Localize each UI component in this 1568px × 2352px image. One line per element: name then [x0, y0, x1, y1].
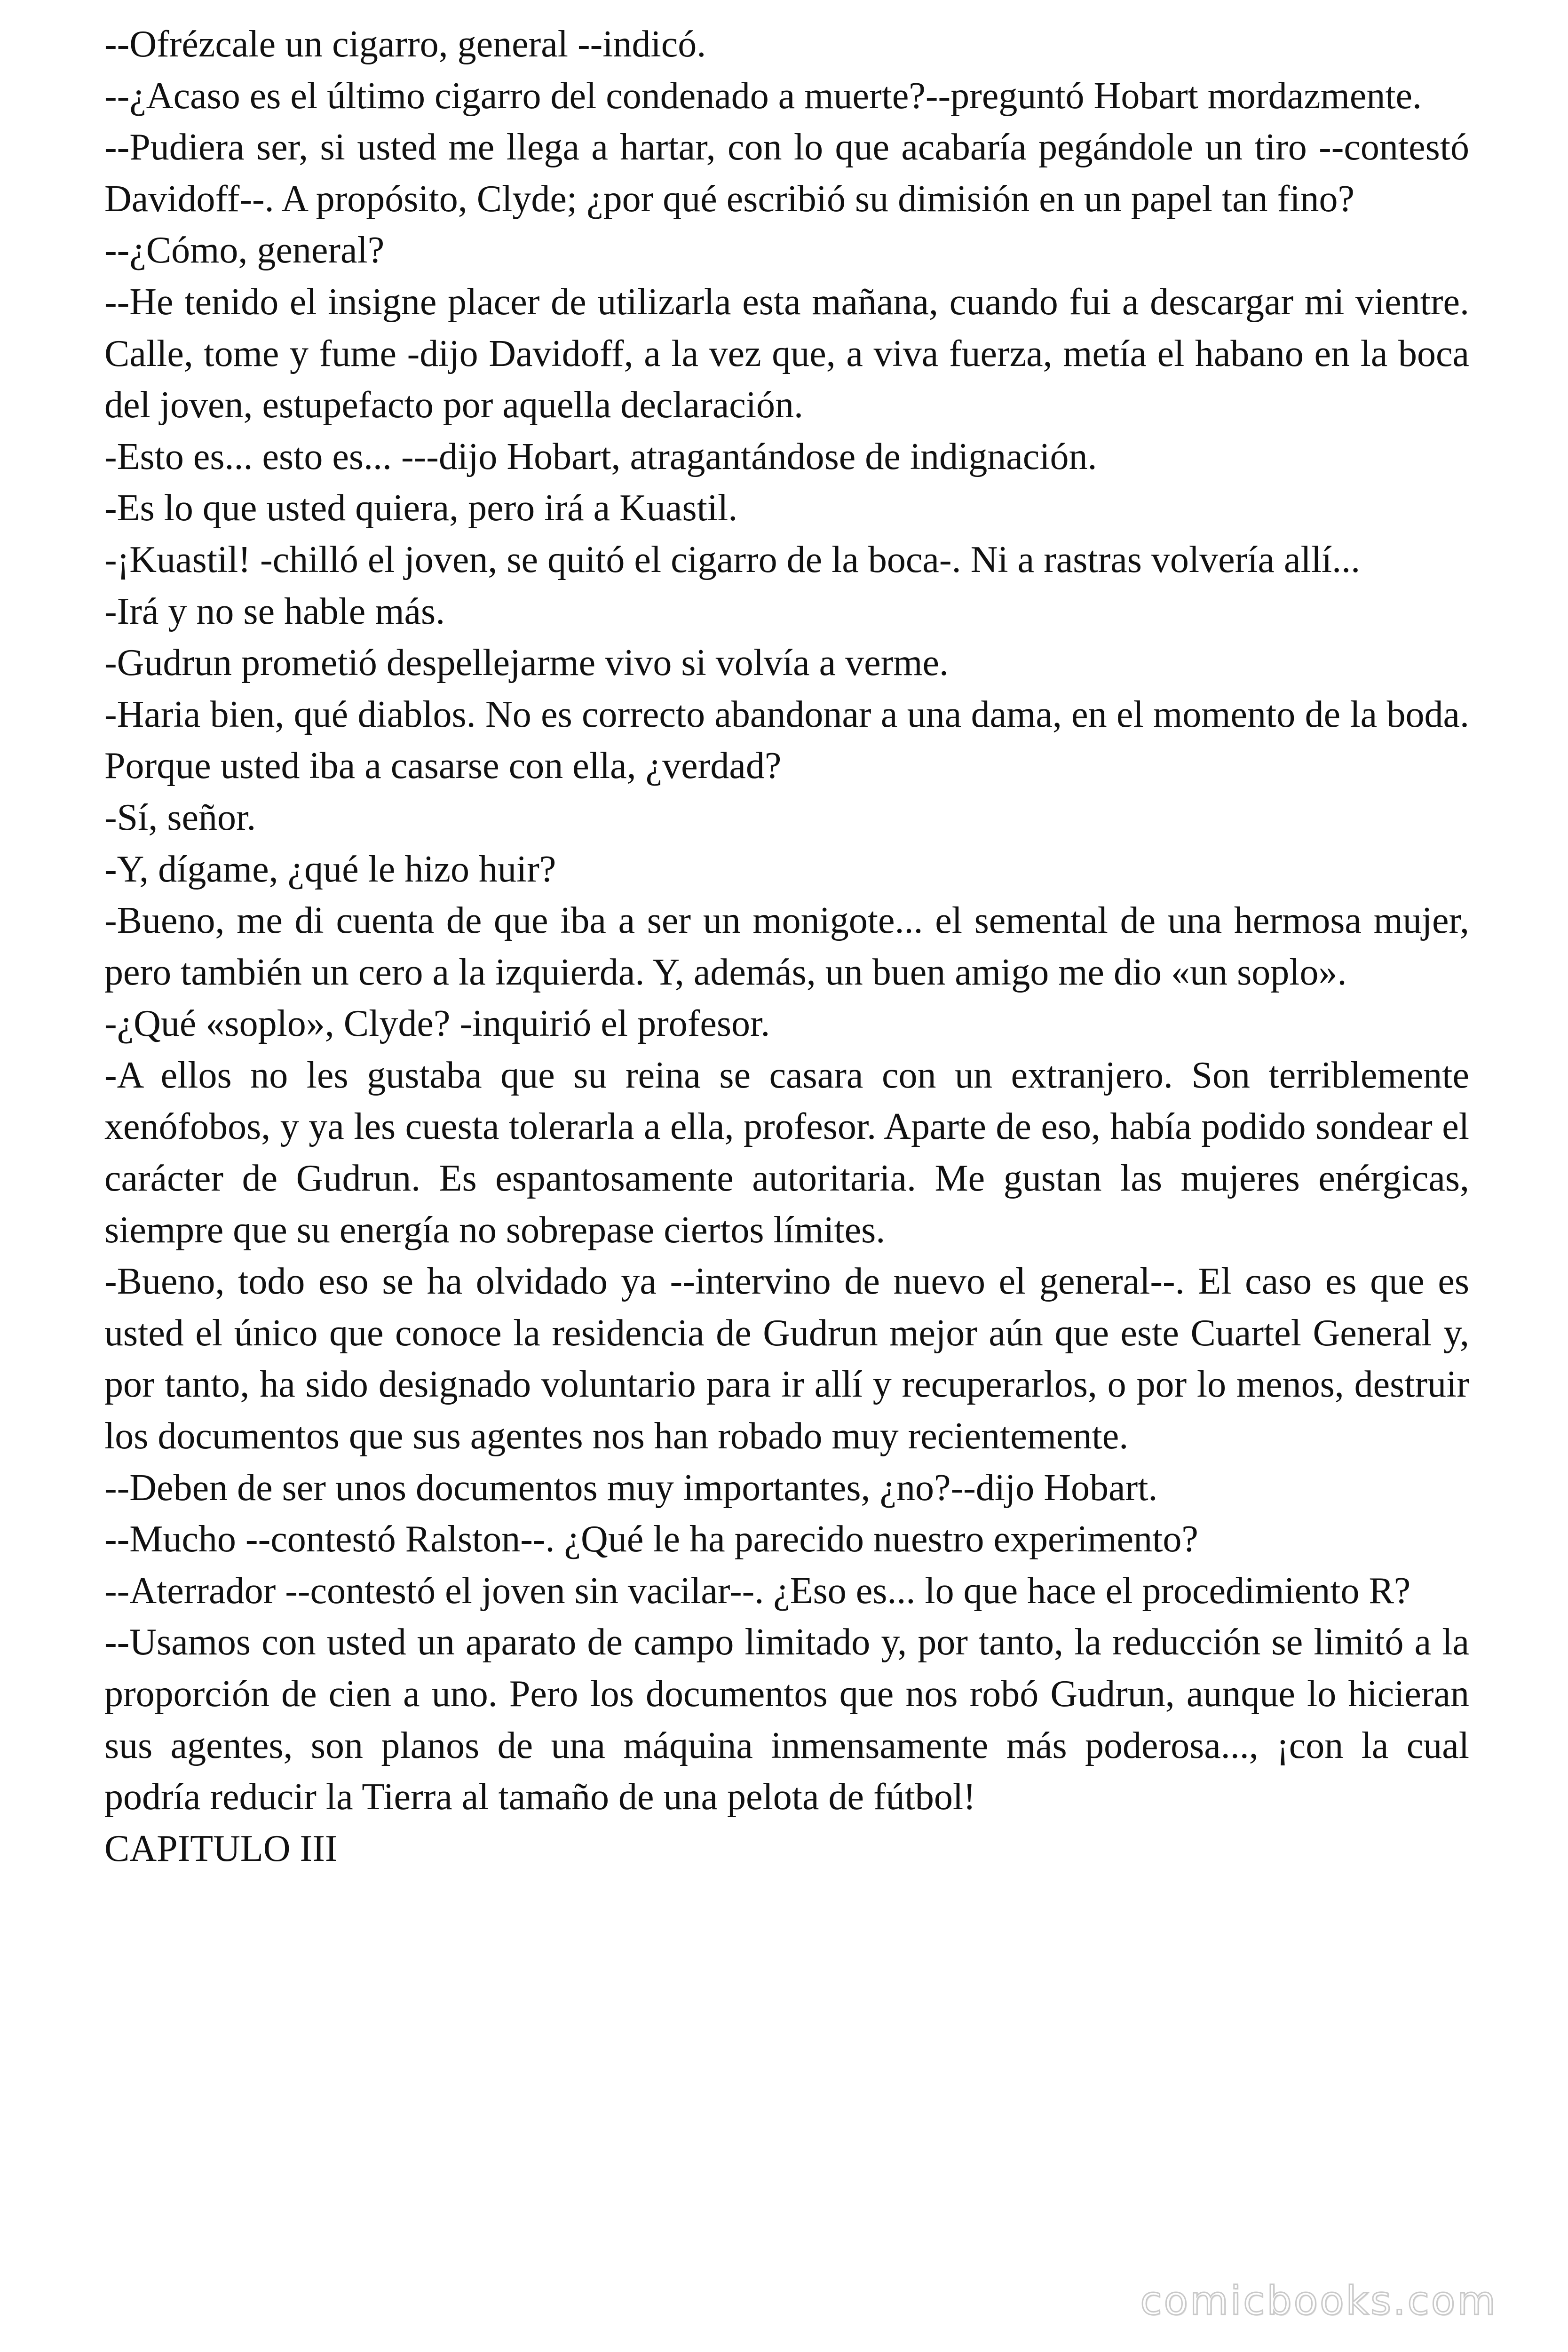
paragraph-6: -Esto es... esto es... ---dijo Hobart, atragantándose de indignación. [104, 436, 1097, 477]
paragraph-20: --Aterrador --contestó el joven sin vacilar--. ¿Eso es... lo que hace el procedimiento R? [104, 1570, 1411, 1612]
paragraph-21: --Usamos con usted un aparato de campo limitado y, por tanto, la reducción se limitó a la proporción de cien a uno. Pero los documentos que nos robó Gudrun, aunque lo hicieran sus agentes, son planos de una máquina inmensamente más poderosa..., ¡con la cual podría reducir la Tierra al tamaño de una pelota de fútbol! [104, 1621, 1469, 1818]
paragraph-4: --¿Cómo, general? [104, 230, 385, 271]
paragraph-9: -Irá y no se hable más. [104, 590, 445, 632]
paragraph-15: -¿Qué «soplo», Clyde? -inquirió el profesor. [104, 1003, 770, 1045]
paragraph-17: -Bueno, todo eso se ha olvidado ya --intervino de nuevo el general--. El caso es que es usted el único que conoce la residencia de Gudrun mejor aún que este Cuartel General y, por tanto, ha sido designado voluntario para ir allí y recuperarlos, o por lo menos, destruir los documentos que sus agentes nos han robado muy recientemente. [104, 1261, 1469, 1457]
paragraph-3: --Pudiera ser, si usted me llega a hartar, con lo que acabaría pegándole un tiro --contestó Davidoff--. A propósito, Clyde; ¿por qué escribió su dimisión en un papel tan fino? [104, 127, 1469, 220]
paragraph-2: --¿Acaso es el último cigarro del condenado a muerte?--preguntó Hobart mordazmente. [104, 75, 1422, 117]
paragraph-19: --Mucho --contestó Ralston--. ¿Qué le ha parecido nuestro experimento? [104, 1518, 1198, 1560]
paragraph-14: -Bueno, me di cuenta de que iba a ser un monigote... el semental de una hermosa mujer, pero también un cero a la izquierda. Y, además, un buen amigo me dio «un soplo». [104, 900, 1469, 993]
chapter-heading: CAPITULO III [104, 1828, 338, 1869]
paragraph-12: -Sí, señor. [104, 796, 256, 838]
paragraph-11: -Haria bien, qué diablos. No es correcto abandonar a una dama, en el momento de la boda. Porque usted iba a casarse con ella, ¿verdad? [104, 693, 1469, 787]
page-text [104, 19, 1469, 1875]
paragraph-5: --He tenido el insigne placer de utilizarla esta mañana, cuando fui a descargar mi vientre. Calle, tome y fume -dijo Davidoff, a la vez que, a viva fuerza, metía el habano en la boca del joven, estupefacto por aquella declaración. [104, 281, 1469, 426]
paragraph-18: --Deben de ser unos documentos muy importantes, ¿no?--dijo Hobart. [104, 1467, 1158, 1509]
paragraph-13: -Y, dígame, ¿qué le hizo huir? [104, 848, 556, 890]
paragraph-7: -Es lo que usted quiera, pero irá a Kuastil. [104, 487, 738, 529]
paragraph-10: -Gudrun prometió despellejarme vivo si volvía a verme. [104, 642, 949, 684]
paragraph-16: -A ellos no les gustaba que su reina se casara con un extranjero. Son terriblemente xenófobos, y ya les cuesta tolerarla a ella, profesor. Aparte de eso, había podido sondear el carácter de Gudrun. Es espantosamente autoritaria. Me gustan las mujeres enérgicas, siempre que su energía no sobrepase ciertos límites. [104, 1054, 1469, 1251]
paragraph-1: --Ofrézcale un cigarro, general --indicó. [104, 24, 706, 65]
watermark: comicbooks.com [1140, 2278, 1497, 2324]
paragraph-8: -¡Kuastil! -chilló el joven, se quitó el cigarro de la boca-. Ni a rastras volvería allí... [104, 539, 1361, 580]
